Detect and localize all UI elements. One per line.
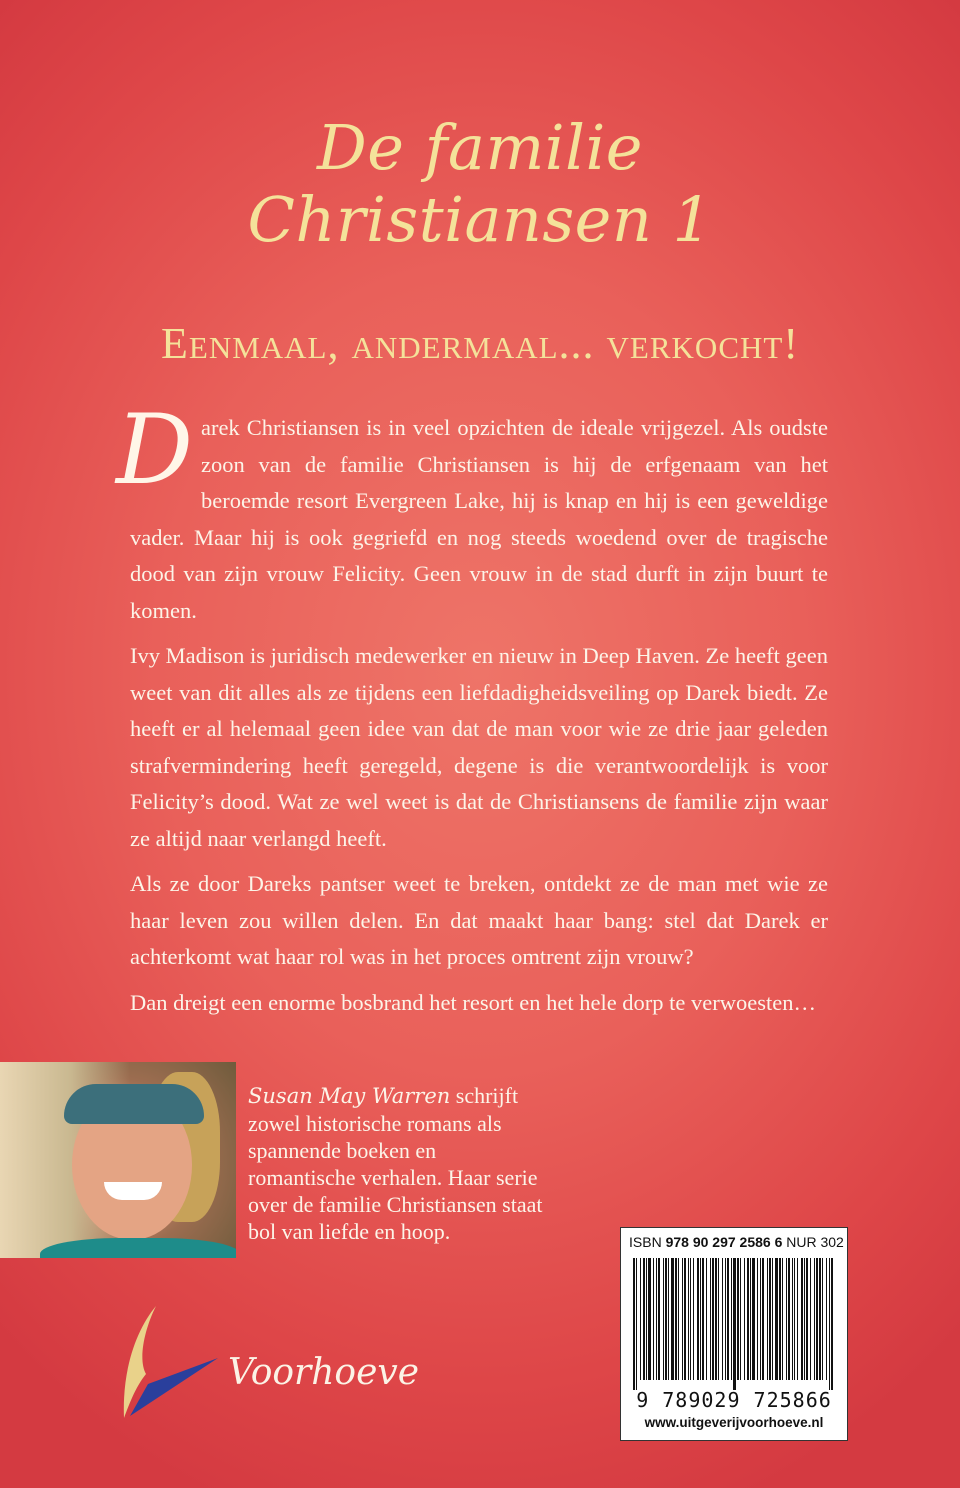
barcode-bar	[693, 1258, 694, 1380]
blurb-paragraph-4: Dan dreigt een enorme bosbrand het resort en het hele dorp te verwoesten…	[130, 989, 816, 1015]
series-title-line-2: Christiansen 1	[247, 183, 713, 256]
barcode-bar	[775, 1258, 778, 1380]
barcode-bar	[675, 1258, 677, 1380]
barcode-bar	[801, 1258, 803, 1380]
blurb	[116, 394, 828, 1030]
barcode-bar	[810, 1258, 811, 1380]
barcode-bar	[816, 1258, 818, 1380]
barcode-bar	[678, 1258, 679, 1380]
barcode-bar	[731, 1258, 732, 1380]
tagline: Eenmaal, andermaal... verkocht!	[161, 319, 799, 368]
barcode-bar	[797, 1258, 798, 1380]
barcode-bar	[722, 1258, 723, 1380]
barcode-bar	[727, 1258, 729, 1380]
barcode-bar	[740, 1258, 741, 1380]
blurb-paragraph-1-text: arek Christiansen is in veel opzichten de ideale vrijgezel. Als oudste zoon van de familie Christiansen is hij de erfgenaam van het beroemde resort Evergreen Lake, hij is knap en hij is een geweldige vader. Maar hij is ook gegriefd en nog steeds woedend over de tragische dood van zijn vrouw Felicity. Geen vrouw in de stad durft in zijn buurt te komen.	[130, 415, 828, 623]
barcode-bar	[760, 1258, 761, 1380]
barcode-bar	[814, 1258, 815, 1380]
barcode-panel	[620, 1227, 848, 1441]
barcode-bar	[663, 1258, 664, 1380]
barcode-bar	[786, 1258, 787, 1380]
barcode-bar	[653, 1258, 654, 1380]
barcode-bar	[702, 1258, 704, 1380]
barcode-bar	[767, 1258, 768, 1380]
barcode-bar	[643, 1258, 645, 1380]
barcode-bar	[636, 1258, 637, 1390]
blurb-paragraph-2: Ivy Madison is juridisch medewerker en nieuw in Deep Haven. Ze heeft geen weet van dit alles als ze tijdens een liefdadigheidsveiling op Darek biedt. Ze heeft er al helemaal geen idee van dat de man voor wie ze drie jaar geleden strafvermindering heeft geregeld, degene is die verantwoordelijk is voor Felicity’s dood. Wat ze wel weet is dat de Christiansens de familie zijn waar ze altijd naar verlangd heeft.	[130, 643, 828, 851]
barcode-bar	[700, 1258, 701, 1380]
barcode-bar	[690, 1258, 691, 1380]
barcode-bar	[806, 1258, 808, 1380]
barcode-bar	[772, 1258, 773, 1380]
series-title	[0, 112, 960, 256]
barcode-bar	[792, 1258, 793, 1380]
barcode-bar	[782, 1258, 783, 1380]
author-name: Susan May Warren	[248, 1084, 451, 1108]
isbn-label: ISBN	[629, 1234, 662, 1250]
nur-code: NUR 302	[786, 1234, 844, 1250]
barcode-bar	[826, 1258, 827, 1380]
barcode-bar	[688, 1258, 689, 1380]
barcode-bar	[804, 1258, 805, 1380]
barcode-bar	[762, 1258, 764, 1380]
barcode-bar	[747, 1258, 749, 1380]
publisher-website: www.uitgeverijvoorhoeve.nl	[644, 1415, 824, 1430]
barcode-bar	[656, 1258, 657, 1380]
series-title-line-1: De familie	[317, 111, 643, 184]
barcode-bar	[752, 1258, 755, 1380]
blurb-paragraph-3: Als ze door Dareks pantser weet te breken, ontdekt ze de man met wie ze haar leven zou willen delen. En dat maakt haar bang: stel dat Darek er achterkomt wat haar rol was in het proces omtrent zijn vrouw?	[130, 871, 828, 969]
barcode-bar	[633, 1258, 635, 1390]
barcode-bar	[712, 1258, 714, 1380]
blurb-paragraph-1	[116, 394, 828, 629]
author-bio	[248, 1082, 548, 1245]
barcode-bar	[794, 1258, 795, 1380]
isbn-number: 978 90 297 2586 6	[665, 1234, 783, 1250]
barcode-bar	[819, 1258, 821, 1380]
barcode-bar	[710, 1258, 711, 1380]
barcode-bars	[631, 1258, 837, 1390]
barcode-bar	[640, 1258, 641, 1380]
drop-cap: D	[116, 394, 193, 506]
author-photo	[0, 1062, 236, 1258]
barcode-bar	[648, 1258, 651, 1380]
barcode-bar	[737, 1258, 739, 1380]
barcode-bar	[715, 1258, 717, 1380]
barcode-bar	[668, 1258, 669, 1380]
barcode-bar	[744, 1258, 745, 1380]
author-bio-text: schrijft zowel historische romans als spannende boeken en romantische verhalen. Haar serie over de familie Christiansen staat bol van liefde en hoop.	[248, 1083, 543, 1244]
barcode-bar	[750, 1258, 751, 1380]
barcode-bar	[684, 1258, 686, 1380]
barcode-bar	[831, 1258, 833, 1390]
barcode-bar	[757, 1258, 758, 1380]
barcode-bar	[706, 1258, 707, 1380]
barcode-bar	[682, 1258, 683, 1380]
barcode-bar	[646, 1258, 647, 1380]
barcode-bar	[718, 1258, 719, 1380]
barcode-bar	[779, 1258, 781, 1380]
barcode-bar	[697, 1258, 699, 1380]
barcode-bar	[665, 1258, 667, 1380]
publisher-name: Voorhoeve	[228, 1352, 420, 1393]
barcode-bar	[671, 1258, 674, 1380]
barcode-bar	[725, 1258, 726, 1380]
barcode-digits: 9 789029 725866	[636, 1388, 832, 1412]
barcode-bar	[769, 1258, 771, 1380]
barcode-bar	[829, 1258, 830, 1390]
barcode-bar	[822, 1258, 823, 1380]
barcode-bar	[788, 1258, 790, 1380]
barcode-bar	[658, 1258, 660, 1380]
isbn-line	[629, 1234, 844, 1250]
barcode-bar	[733, 1258, 736, 1390]
